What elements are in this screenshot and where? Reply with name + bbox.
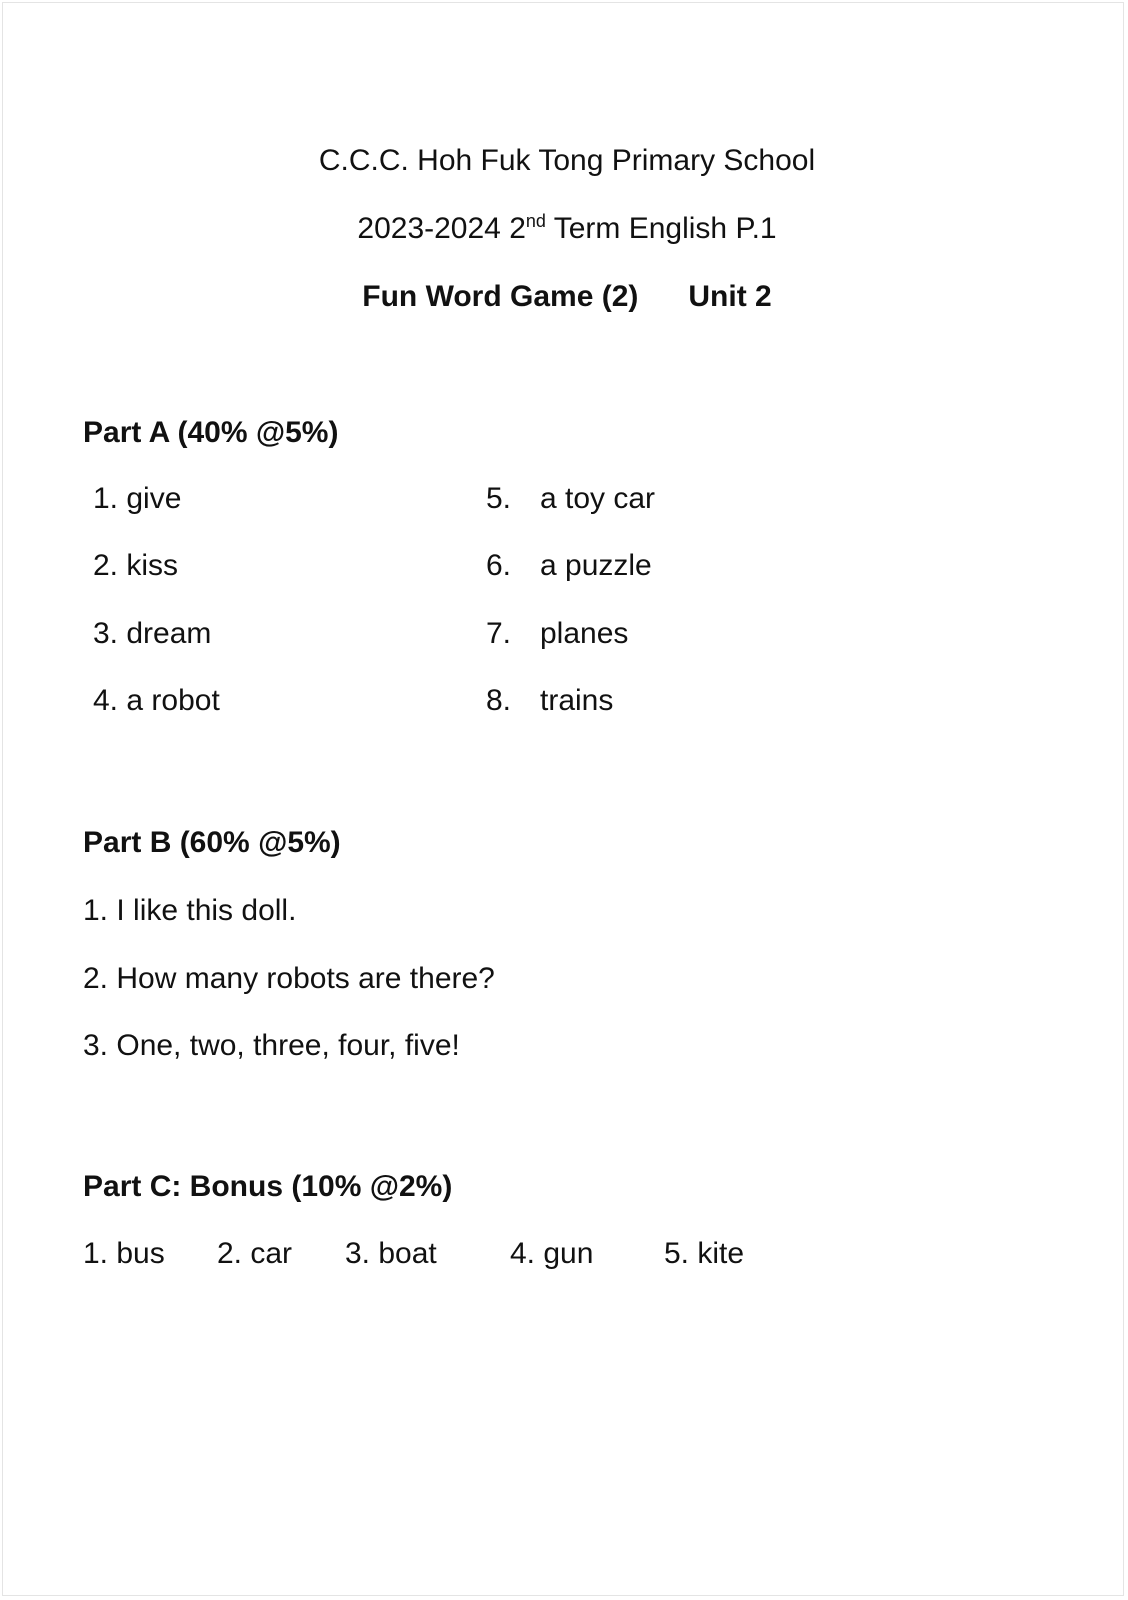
part-b-item: 3. One, two, three, four, five! bbox=[83, 1029, 460, 1062]
item-text: planes bbox=[540, 617, 629, 650]
part-a-item bbox=[486, 616, 628, 652]
item-text: give bbox=[126, 482, 182, 515]
part-c-item: 4. gun bbox=[510, 1237, 594, 1270]
item-text: dream bbox=[126, 617, 212, 650]
part-a-item bbox=[93, 683, 220, 719]
item-number: 2. bbox=[93, 549, 119, 582]
item-number: 7. bbox=[486, 617, 512, 650]
part-b-item: 2. How many robots are there? bbox=[83, 962, 495, 995]
item-number: 8. bbox=[486, 684, 512, 717]
part-a-item bbox=[486, 683, 613, 719]
item-text: a puzzle bbox=[540, 549, 652, 582]
part-b-title: Part B (60% @5%) bbox=[83, 826, 341, 859]
part-c-item: 5. kite bbox=[664, 1237, 745, 1270]
item-number: 6. bbox=[486, 549, 512, 582]
item-text: a robot bbox=[126, 684, 220, 717]
term-suffix: Term English P.1 bbox=[545, 212, 777, 245]
item-number: 1. bbox=[93, 482, 119, 515]
part-c-title: Part C: Bonus (10% @2%) bbox=[83, 1170, 453, 1203]
item-text: a toy car bbox=[540, 482, 656, 515]
item-number: 5. bbox=[486, 482, 512, 515]
game-title-line bbox=[3, 279, 1128, 315]
unit-label: Unit 2 bbox=[688, 280, 772, 313]
game-title: Fun Word Game (2) bbox=[362, 280, 639, 313]
item-text: kiss bbox=[126, 549, 179, 582]
part-a-item bbox=[93, 548, 178, 584]
item-number: 4. bbox=[93, 684, 119, 717]
term-superscript: nd bbox=[525, 211, 546, 231]
part-c-item: 2. car bbox=[217, 1237, 293, 1270]
item-text: trains bbox=[540, 684, 614, 717]
part-b-item: 1. I like this doll. bbox=[83, 894, 297, 927]
part-a-item bbox=[486, 548, 652, 584]
item-number: 3. bbox=[93, 617, 119, 650]
part-a-title: Part A (40% @5%) bbox=[83, 416, 339, 449]
part-a-item bbox=[93, 481, 181, 517]
part-c-item: 3. boat bbox=[345, 1237, 437, 1270]
part-a-item bbox=[486, 481, 655, 517]
term-line bbox=[3, 211, 1128, 247]
worksheet-page bbox=[2, 2, 1124, 1596]
school-name: C.C.C. Hoh Fuk Tong Primary School bbox=[318, 144, 816, 177]
term-prefix: 2023-2024 2 bbox=[357, 212, 526, 245]
part-c-item: 1. bus bbox=[83, 1237, 165, 1270]
part-a-item bbox=[93, 616, 211, 652]
